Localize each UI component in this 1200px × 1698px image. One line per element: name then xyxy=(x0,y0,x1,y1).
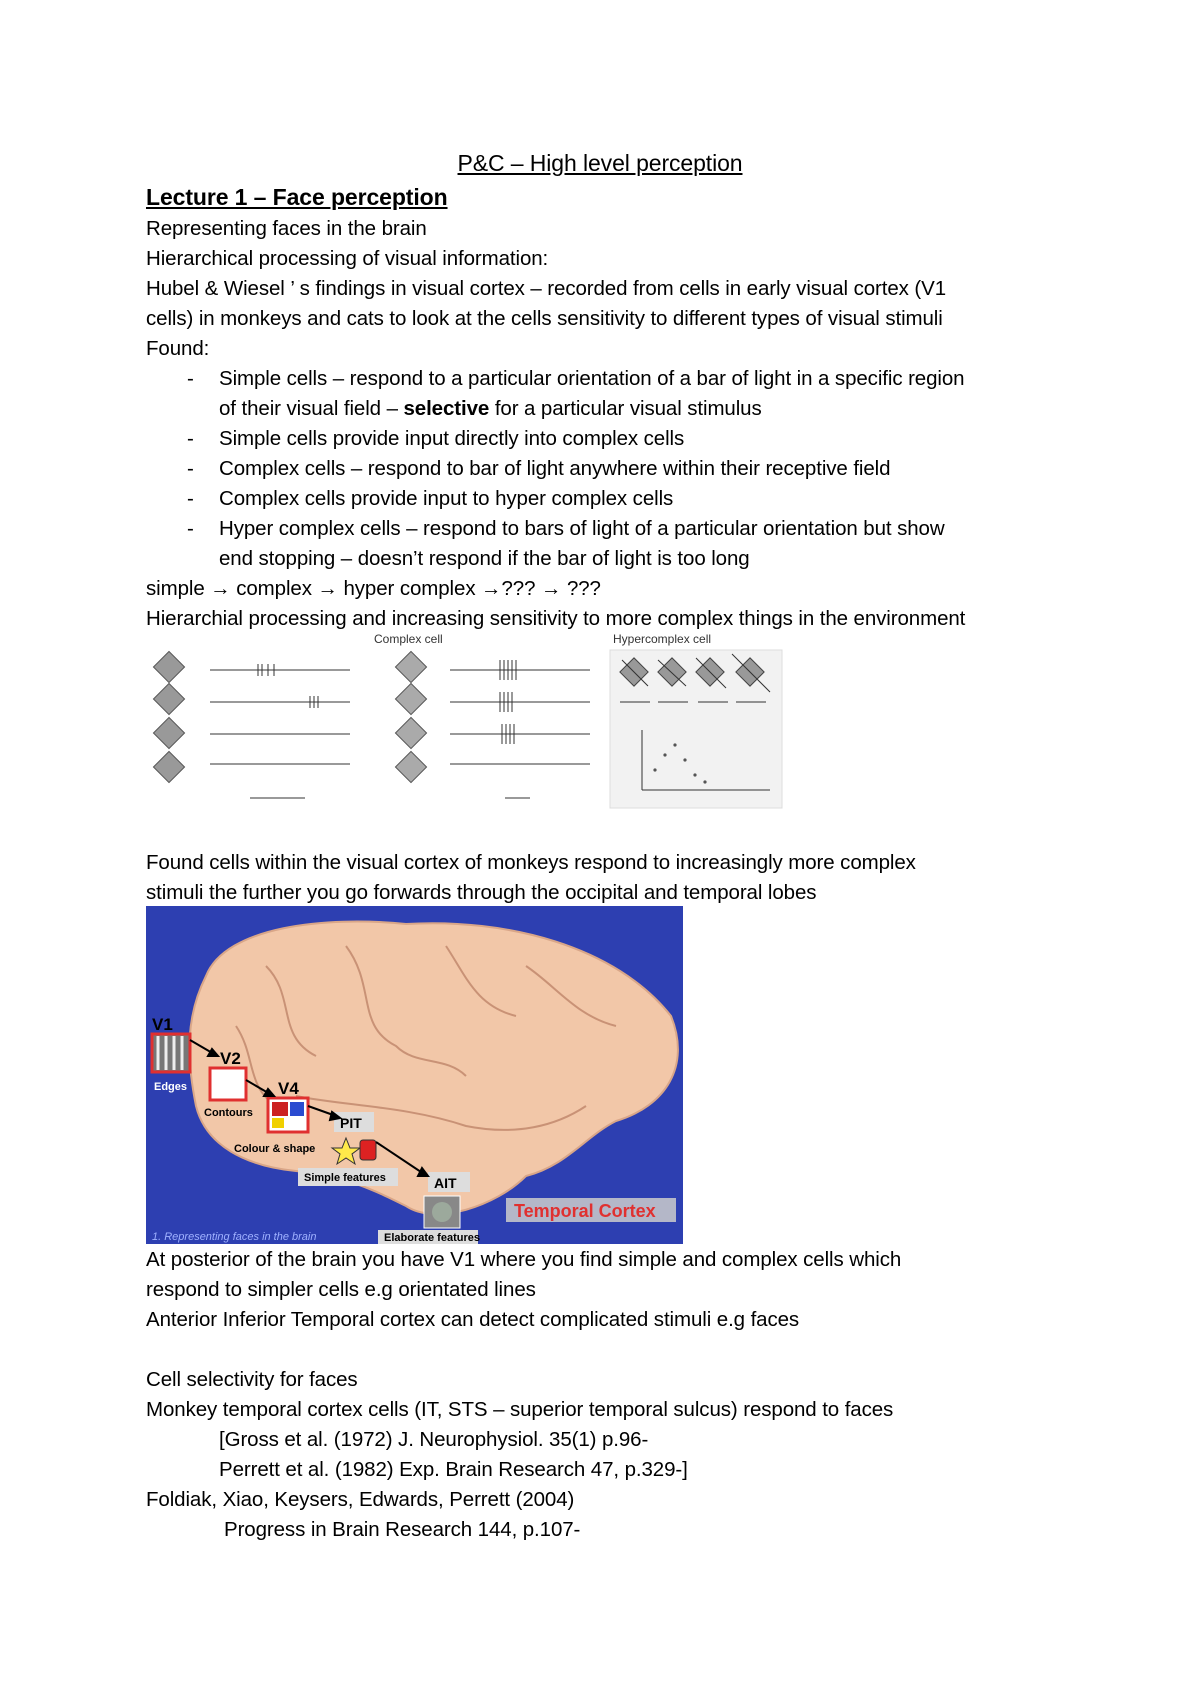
recordings-svg xyxy=(150,630,790,810)
paragraph-found-cells-cont: stimuli the further you go forwards through the occipital and temporal lobes xyxy=(146,881,817,904)
bullet-complex-input: Complex cells provide input to hyper complex cells xyxy=(219,487,674,510)
citation-gross: [Gross et al. (1972) J. Neurophysiol. 35(1) p.96- xyxy=(219,1428,649,1451)
v4-box xyxy=(268,1098,308,1132)
chain-line: simple → complex → hyper complex →??? → ??? xyxy=(146,577,601,600)
doc-title: P&C – High level perception xyxy=(457,150,743,176)
complex-cell-label: Complex cell xyxy=(374,632,443,646)
paragraph-posterior-cont: respond to simpler cells e.g orientated lines xyxy=(146,1278,536,1301)
label-ait: AIT xyxy=(434,1175,457,1191)
brain-figure xyxy=(146,906,683,1244)
v2-box xyxy=(210,1068,246,1100)
v1-box xyxy=(152,1034,190,1072)
label-pit: PIT xyxy=(340,1115,362,1131)
paragraph-found-cells: Found cells within the visual cortex of monkeys respond to increasingly more complex xyxy=(146,851,916,874)
label-v1: V1 xyxy=(152,1015,173,1034)
cell-recordings-figure xyxy=(150,630,790,810)
line-hubel: Hubel & Wiesel ’ s findings in visual cortex – recorded from cells in early visual cortex (V1 xyxy=(146,277,947,300)
figure-caption: 1. Representing faces in the brain xyxy=(152,1231,317,1243)
bullet-simple-input: Simple cells provide input directly into complex cells xyxy=(219,427,685,450)
bullet-dash: - xyxy=(187,457,194,480)
line-monkey-temporal: Monkey temporal cortex cells (IT, STS – superior temporal sulcus) respond to faces xyxy=(146,1398,894,1421)
bullet-hyper-cells: Hyper complex cells – respond to bars of light of a particular orientation but show xyxy=(219,517,945,540)
label-edges: Edges xyxy=(154,1081,188,1093)
complex-cell-traces xyxy=(450,660,590,798)
line-found: Found: xyxy=(146,337,210,360)
bullet-text: of their visual field – xyxy=(219,397,404,420)
cylinder-icon xyxy=(360,1140,376,1160)
line-cells: cells) in monkeys and cats to look at the cells sensitivity to different types of visual stimuli xyxy=(146,307,943,330)
paragraph-posterior: At posterior of the brain you have V1 where you find simple and complex cells which xyxy=(146,1248,902,1271)
simple-cell-traces xyxy=(210,664,350,798)
simple-cell-stimuli xyxy=(153,651,184,782)
label-temporal-cortex: Temporal Cortex xyxy=(514,1201,656,1221)
label-elaborate: Elaborate features xyxy=(384,1232,480,1244)
label-v2: V2 xyxy=(220,1049,241,1068)
section-cell-selectivity: Cell selectivity for faces xyxy=(146,1368,358,1391)
bold-selective: selective xyxy=(403,397,490,420)
bullet-simple-cells-cont xyxy=(219,395,762,422)
label-simple-features: Simple features xyxy=(304,1172,386,1184)
bullet-dash: - xyxy=(187,427,194,450)
hierarchial-line: Hierarchial processing and increasing sensitivity to more complex things in the environment xyxy=(146,607,966,630)
complex-cell-stimuli xyxy=(395,651,426,782)
bullet-text: for a particular visual stimulus xyxy=(489,397,762,420)
hypercomplex-cell-label: Hypercomplex cell xyxy=(613,632,712,646)
bullet-dash: - xyxy=(187,517,194,540)
label-colour: Colour & shape xyxy=(234,1143,316,1155)
brain-tissue xyxy=(189,922,677,1215)
brain-svg xyxy=(146,906,683,1244)
bullet-simple-cells: Simple cells – respond to a particular orientation of a bar of light in a specific region xyxy=(219,367,965,390)
label-contours: Contours xyxy=(204,1107,253,1119)
citation-foldiak: Foldiak, Xiao, Keysers, Edwards, Perrett (2004) xyxy=(146,1488,575,1511)
face-icon xyxy=(432,1202,452,1222)
label-v4: V4 xyxy=(278,1079,299,1098)
paragraph-anterior: Anterior Inferior Temporal cortex can detect complicated stimuli e.g faces xyxy=(146,1308,800,1331)
lecture-heading: Lecture 1 – Face perception xyxy=(146,184,448,210)
bullet-dash: - xyxy=(187,487,194,510)
bullet-complex-cells: Complex cells – respond to bar of light anywhere within their receptive field xyxy=(219,457,891,480)
citation-perrett: Perrett et al. (1982) Exp. Brain Research 47, p.329-] xyxy=(219,1458,688,1481)
bullet-dash: - xyxy=(187,367,194,390)
line-representing: Representing faces in the brain xyxy=(146,217,427,240)
bullet-hyper-cells-cont: end stopping – doesn’t respond if the bar of light is too long xyxy=(219,547,750,570)
line-hierarchical: Hierarchical processing of visual information: xyxy=(146,247,549,270)
citation-progress: Progress in Brain Research 144, p.107- xyxy=(224,1518,581,1541)
